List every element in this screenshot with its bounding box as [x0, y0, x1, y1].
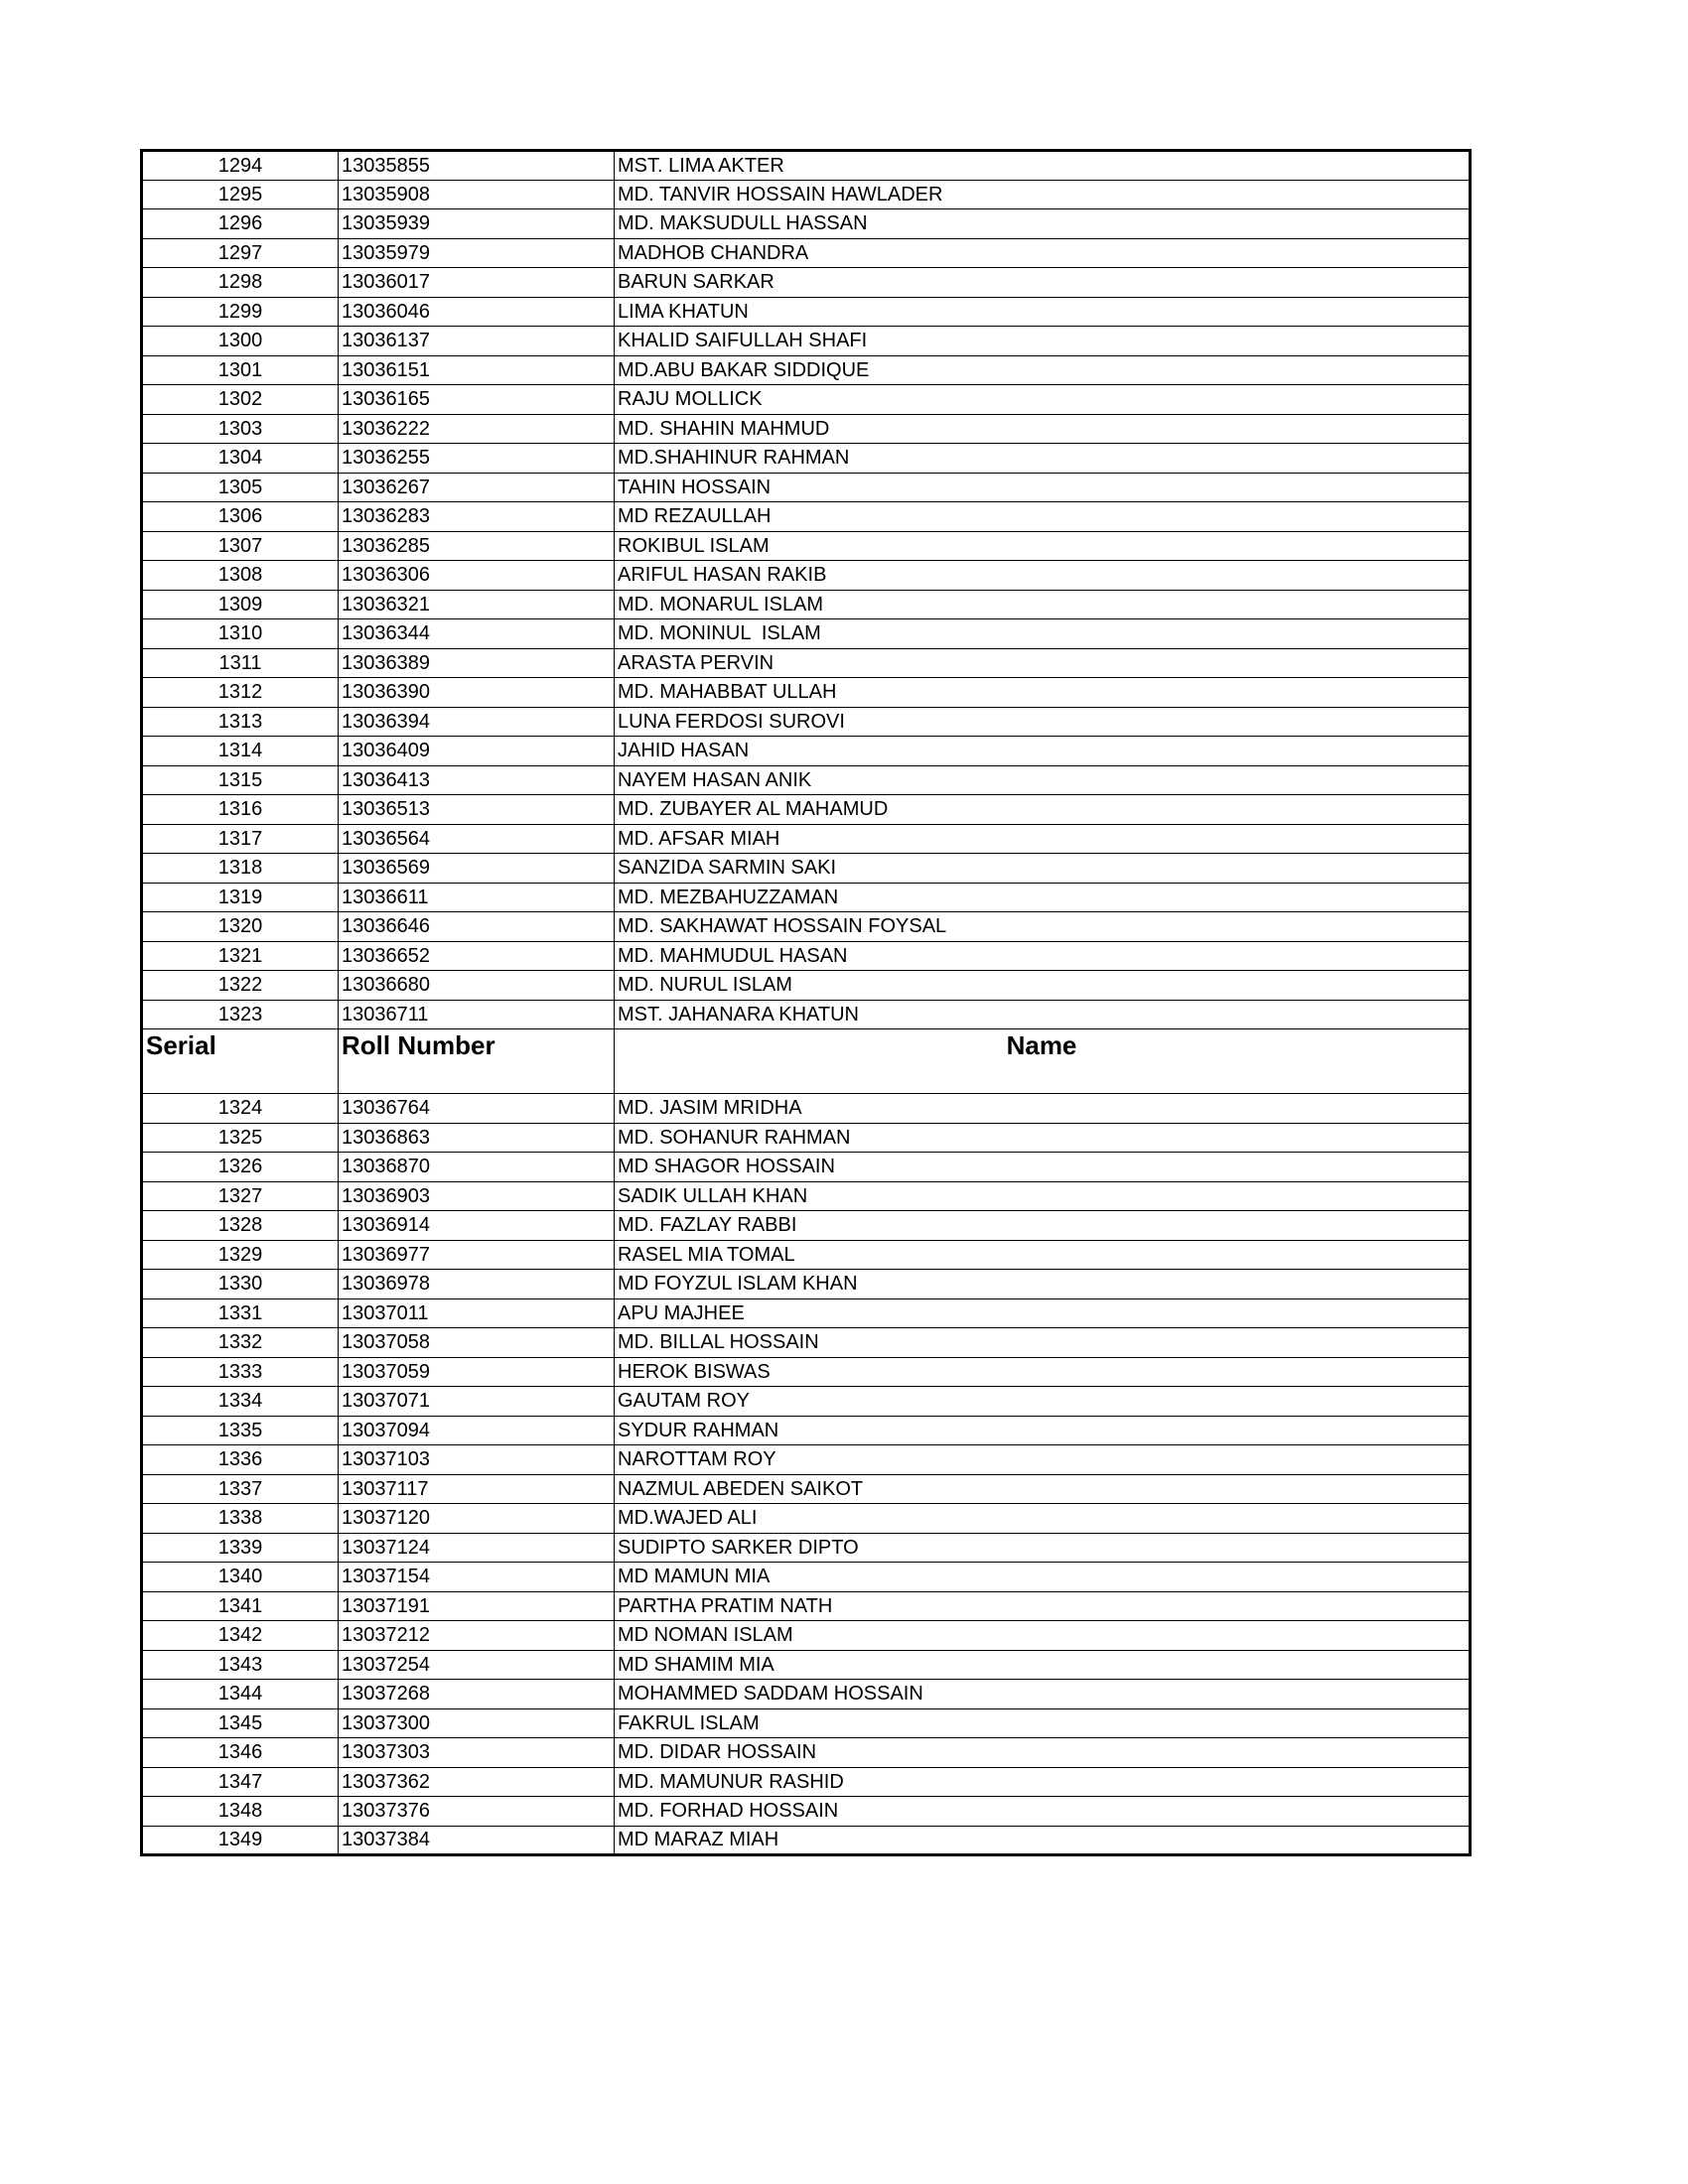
name-cell: MD. TANVIR HOSSAIN HAWLADER — [615, 180, 1471, 209]
name-cell: MADHOB CHANDRA — [615, 238, 1471, 268]
table-row — [142, 1533, 1471, 1563]
table-row — [142, 941, 1471, 971]
table-row — [142, 590, 1471, 619]
table-row — [142, 1591, 1471, 1621]
serial-cell: 1310 — [142, 619, 339, 649]
serial-cell: 1328 — [142, 1211, 339, 1241]
table-row — [142, 238, 1471, 268]
name-cell: MD SHAGOR HOSSAIN — [615, 1153, 1471, 1182]
name-cell: MD.SHAHINUR RAHMAN — [615, 444, 1471, 474]
name-cell: MD. MAHABBAT ULLAH — [615, 678, 1471, 708]
serial-cell: 1321 — [142, 941, 339, 971]
serial-cell: 1329 — [142, 1240, 339, 1270]
roll-number-cell: 13036680 — [339, 971, 615, 1001]
table-row — [142, 1445, 1471, 1475]
name-cell: SADIK ULLAH KHAN — [615, 1181, 1471, 1211]
roll-number-cell: 13036394 — [339, 707, 615, 737]
serial-cell: 1324 — [142, 1094, 339, 1124]
roll-number-cell: 13036764 — [339, 1094, 615, 1124]
table-row — [142, 1357, 1471, 1387]
name-cell: MD. JASIM MRIDHA — [615, 1094, 1471, 1124]
serial-cell: 1345 — [142, 1708, 339, 1738]
table-row — [142, 531, 1471, 561]
name-cell: MD. FAZLAY RABBI — [615, 1211, 1471, 1241]
roll-number-cell: 13037154 — [339, 1563, 615, 1592]
table-row — [142, 1416, 1471, 1445]
roll-number-cell: 13037191 — [339, 1591, 615, 1621]
table-row — [142, 473, 1471, 502]
serial-cell: 1347 — [142, 1767, 339, 1797]
name-cell: MD. MAKSUDULL HASSAN — [615, 209, 1471, 239]
name-cell: MD MARAZ MIAH — [615, 1826, 1471, 1855]
serial-cell: 1337 — [142, 1474, 339, 1504]
roll-number-cell: 13035939 — [339, 209, 615, 239]
roll-number-cell: 13036344 — [339, 619, 615, 649]
serial-cell: 1302 — [142, 385, 339, 415]
name-cell: NAYEM HASAN ANIK — [615, 765, 1471, 795]
roll-number-cell: 13037212 — [339, 1621, 615, 1651]
table-row — [142, 355, 1471, 385]
name-cell: MD REZAULLAH — [615, 502, 1471, 532]
table-row — [142, 795, 1471, 825]
serial-cell: 1342 — [142, 1621, 339, 1651]
roll-number-cell: 13037300 — [339, 1708, 615, 1738]
roll-number-cell: 13037071 — [339, 1387, 615, 1417]
table-row — [142, 1240, 1471, 1270]
table-row — [142, 1797, 1471, 1827]
results-table — [140, 149, 1472, 1856]
roll-number-cell: 13037384 — [339, 1826, 615, 1855]
name-cell: MST. LIMA AKTER — [615, 151, 1471, 181]
table-row — [142, 151, 1471, 181]
name-cell: LIMA KHATUN — [615, 297, 1471, 327]
roll-number-cell: 13035855 — [339, 151, 615, 181]
serial-cell: 1339 — [142, 1533, 339, 1563]
header-row — [142, 1029, 1471, 1094]
serial-cell: 1318 — [142, 854, 339, 884]
name-cell: MD. MAMUNUR RASHID — [615, 1767, 1471, 1797]
name-cell: SANZIDA SARMIN SAKI — [615, 854, 1471, 884]
name-cell: FAKRUL ISLAM — [615, 1708, 1471, 1738]
serial-cell: 1349 — [142, 1826, 339, 1855]
table-row — [142, 854, 1471, 884]
roll-number-cell: 13036389 — [339, 648, 615, 678]
name-cell: TAHIN HOSSAIN — [615, 473, 1471, 502]
serial-cell: 1336 — [142, 1445, 339, 1475]
serial-cell: 1330 — [142, 1270, 339, 1299]
serial-cell: 1338 — [142, 1504, 339, 1534]
roll-number-cell: 13037120 — [339, 1504, 615, 1534]
table-row — [142, 1504, 1471, 1534]
roll-number-cell: 13036652 — [339, 941, 615, 971]
table-row — [142, 1094, 1471, 1124]
table-row — [142, 883, 1471, 912]
serial-cell: 1294 — [142, 151, 339, 181]
serial-cell: 1316 — [142, 795, 339, 825]
table-row — [142, 180, 1471, 209]
serial-cell: 1344 — [142, 1680, 339, 1709]
table-row — [142, 209, 1471, 239]
name-cell: ROKIBUL ISLAM — [615, 531, 1471, 561]
serial-cell: 1327 — [142, 1181, 339, 1211]
serial-cell: 1297 — [142, 238, 339, 268]
name-cell: HEROK BISWAS — [615, 1357, 1471, 1387]
name-cell: MD. MONINUL ISLAM — [615, 619, 1471, 649]
serial-cell: 1319 — [142, 883, 339, 912]
name-cell: MD. MEZBAHUZZAMAN — [615, 883, 1471, 912]
serial-cell: 1348 — [142, 1797, 339, 1827]
serial-cell: 1343 — [142, 1650, 339, 1680]
table-row — [142, 385, 1471, 415]
table-body-top — [142, 151, 1471, 1029]
name-cell: MD MAMUN MIA — [615, 1563, 1471, 1592]
table-row — [142, 1621, 1471, 1651]
roll-number-cell: 13037011 — [339, 1298, 615, 1328]
table-row — [142, 414, 1471, 444]
serial-cell: 1331 — [142, 1298, 339, 1328]
name-cell: MD. MAHMUDUL HASAN — [615, 941, 1471, 971]
serial-cell: 1308 — [142, 561, 339, 591]
table-row — [142, 1767, 1471, 1797]
header-serial: Serial — [142, 1029, 339, 1094]
roll-number-cell: 13036870 — [339, 1153, 615, 1182]
name-cell: MD. BILLAL HOSSAIN — [615, 1328, 1471, 1358]
serial-cell: 1300 — [142, 327, 339, 356]
table-row — [142, 737, 1471, 766]
table-row — [142, 1298, 1471, 1328]
name-cell: NAROTTAM ROY — [615, 1445, 1471, 1475]
name-cell: MOHAMMED SADDAM HOSSAIN — [615, 1680, 1471, 1709]
roll-number-cell: 13036285 — [339, 531, 615, 561]
roll-number-cell: 13036977 — [339, 1240, 615, 1270]
serial-cell: 1295 — [142, 180, 339, 209]
table-body-bottom — [142, 1094, 1471, 1855]
table-row — [142, 1211, 1471, 1241]
roll-number-cell: 13036255 — [339, 444, 615, 474]
roll-number-cell: 13036513 — [339, 795, 615, 825]
roll-number-cell: 13036306 — [339, 561, 615, 591]
serial-cell: 1299 — [142, 297, 339, 327]
roll-number-cell: 13037094 — [339, 1416, 615, 1445]
serial-cell: 1311 — [142, 648, 339, 678]
name-cell: MD NOMAN ISLAM — [615, 1621, 1471, 1651]
serial-cell: 1305 — [142, 473, 339, 502]
serial-cell: 1296 — [142, 209, 339, 239]
serial-cell: 1309 — [142, 590, 339, 619]
serial-cell: 1334 — [142, 1387, 339, 1417]
table-row — [142, 765, 1471, 795]
name-cell: PARTHA PRATIM NATH — [615, 1591, 1471, 1621]
roll-number-cell: 13037117 — [339, 1474, 615, 1504]
serial-cell: 1303 — [142, 414, 339, 444]
table-row — [142, 971, 1471, 1001]
name-cell: GAUTAM ROY — [615, 1387, 1471, 1417]
table-row — [142, 444, 1471, 474]
name-cell: BARUN SARKAR — [615, 268, 1471, 298]
serial-cell: 1325 — [142, 1123, 339, 1153]
name-cell: MST. JAHANARA KHATUN — [615, 1000, 1471, 1029]
roll-number-cell: 13037059 — [339, 1357, 615, 1387]
roll-number-cell: 13036267 — [339, 473, 615, 502]
name-cell: MD. SHAHIN MAHMUD — [615, 414, 1471, 444]
serial-cell: 1298 — [142, 268, 339, 298]
table-row — [142, 1153, 1471, 1182]
name-cell: JAHID HASAN — [615, 737, 1471, 766]
serial-cell: 1346 — [142, 1738, 339, 1768]
serial-cell: 1301 — [142, 355, 339, 385]
name-cell: ARIFUL HASAN RAKIB — [615, 561, 1471, 591]
roll-number-cell: 13035979 — [339, 238, 615, 268]
name-cell: RASEL MIA TOMAL — [615, 1240, 1471, 1270]
name-cell: MD. FORHAD HOSSAIN — [615, 1797, 1471, 1827]
table-row — [142, 824, 1471, 854]
header-name: Name — [615, 1029, 1471, 1094]
roll-number-cell: 13036903 — [339, 1181, 615, 1211]
table-row — [142, 297, 1471, 327]
serial-cell: 1315 — [142, 765, 339, 795]
roll-number-cell: 13037362 — [339, 1767, 615, 1797]
roll-number-cell: 13036137 — [339, 327, 615, 356]
roll-number-cell: 13036151 — [339, 355, 615, 385]
roll-number-cell: 13036321 — [339, 590, 615, 619]
table-row — [142, 1387, 1471, 1417]
roll-number-cell: 13036914 — [339, 1211, 615, 1241]
name-cell: ARASTA PERVIN — [615, 648, 1471, 678]
name-cell: MD.WAJED ALI — [615, 1504, 1471, 1534]
roll-number-cell: 13037124 — [339, 1533, 615, 1563]
roll-number-cell: 13036646 — [339, 912, 615, 942]
table-row — [142, 1181, 1471, 1211]
roll-number-cell: 13037268 — [339, 1680, 615, 1709]
name-cell: NAZMUL ABEDEN SAIKOT — [615, 1474, 1471, 1504]
name-cell: MD. SOHANUR RAHMAN — [615, 1123, 1471, 1153]
roll-number-cell: 13036611 — [339, 883, 615, 912]
roll-number-cell: 13036413 — [339, 765, 615, 795]
table-row — [142, 912, 1471, 942]
serial-cell: 1312 — [142, 678, 339, 708]
roll-number-cell: 13037058 — [339, 1328, 615, 1358]
table-row — [142, 502, 1471, 532]
table-row — [142, 268, 1471, 298]
table-row — [142, 1826, 1471, 1855]
serial-cell: 1340 — [142, 1563, 339, 1592]
name-cell: MD FOYZUL ISLAM KHAN — [615, 1270, 1471, 1299]
table-row — [142, 1708, 1471, 1738]
table-header-repeat — [142, 1029, 1471, 1094]
name-cell: MD. NURUL ISLAM — [615, 971, 1471, 1001]
roll-number-cell: 13036564 — [339, 824, 615, 854]
serial-cell: 1307 — [142, 531, 339, 561]
name-cell: MD SHAMIM MIA — [615, 1650, 1471, 1680]
serial-cell: 1333 — [142, 1357, 339, 1387]
name-cell: RAJU MOLLICK — [615, 385, 1471, 415]
table-row — [142, 561, 1471, 591]
name-cell: LUNA FERDOSI SUROVI — [615, 707, 1471, 737]
table-row — [142, 1650, 1471, 1680]
name-cell: MD. DIDAR HOSSAIN — [615, 1738, 1471, 1768]
serial-cell: 1317 — [142, 824, 339, 854]
roll-number-cell: 13036711 — [339, 1000, 615, 1029]
serial-cell: 1314 — [142, 737, 339, 766]
table-row — [142, 1328, 1471, 1358]
roll-number-cell: 13037254 — [339, 1650, 615, 1680]
name-cell: KHALID SAIFULLAH SHAFI — [615, 327, 1471, 356]
name-cell: APU MAJHEE — [615, 1298, 1471, 1328]
serial-cell: 1326 — [142, 1153, 339, 1182]
table-row — [142, 1738, 1471, 1768]
roll-number-cell: 13036978 — [339, 1270, 615, 1299]
serial-cell: 1322 — [142, 971, 339, 1001]
roll-number-cell: 13036390 — [339, 678, 615, 708]
table-row — [142, 1563, 1471, 1592]
roll-number-cell: 13036222 — [339, 414, 615, 444]
name-cell: MD. SAKHAWAT HOSSAIN FOYSAL — [615, 912, 1471, 942]
table-row — [142, 1123, 1471, 1153]
table-row — [142, 648, 1471, 678]
roll-number-cell: 13037103 — [339, 1445, 615, 1475]
serial-cell: 1335 — [142, 1416, 339, 1445]
table-row — [142, 678, 1471, 708]
table-row — [142, 707, 1471, 737]
name-cell: SUDIPTO SARKER DIPTO — [615, 1533, 1471, 1563]
table-row — [142, 1000, 1471, 1029]
serial-cell: 1313 — [142, 707, 339, 737]
table-row — [142, 619, 1471, 649]
roll-number-cell: 13036409 — [339, 737, 615, 766]
roll-number-cell: 13035908 — [339, 180, 615, 209]
name-cell: MD. AFSAR MIAH — [615, 824, 1471, 854]
roll-number-cell: 13036863 — [339, 1123, 615, 1153]
roll-number-cell: 13037303 — [339, 1738, 615, 1768]
serial-cell: 1304 — [142, 444, 339, 474]
header-roll-number: Roll Number — [339, 1029, 615, 1094]
serial-cell: 1341 — [142, 1591, 339, 1621]
table-row — [142, 327, 1471, 356]
name-cell: MD.ABU BAKAR SIDDIQUE — [615, 355, 1471, 385]
roll-number-cell: 13036283 — [339, 502, 615, 532]
table-row — [142, 1474, 1471, 1504]
serial-cell: 1320 — [142, 912, 339, 942]
roll-number-cell: 13036569 — [339, 854, 615, 884]
serial-cell: 1323 — [142, 1000, 339, 1029]
serial-cell: 1332 — [142, 1328, 339, 1358]
table-row — [142, 1270, 1471, 1299]
roll-number-cell: 13036017 — [339, 268, 615, 298]
name-cell: MD. ZUBAYER AL MAHAMUD — [615, 795, 1471, 825]
serial-cell: 1306 — [142, 502, 339, 532]
roll-number-cell: 13036165 — [339, 385, 615, 415]
name-cell: SYDUR RAHMAN — [615, 1416, 1471, 1445]
table-row — [142, 1680, 1471, 1709]
name-cell: MD. MONARUL ISLAM — [615, 590, 1471, 619]
roll-number-cell: 13037376 — [339, 1797, 615, 1827]
roll-number-cell: 13036046 — [339, 297, 615, 327]
